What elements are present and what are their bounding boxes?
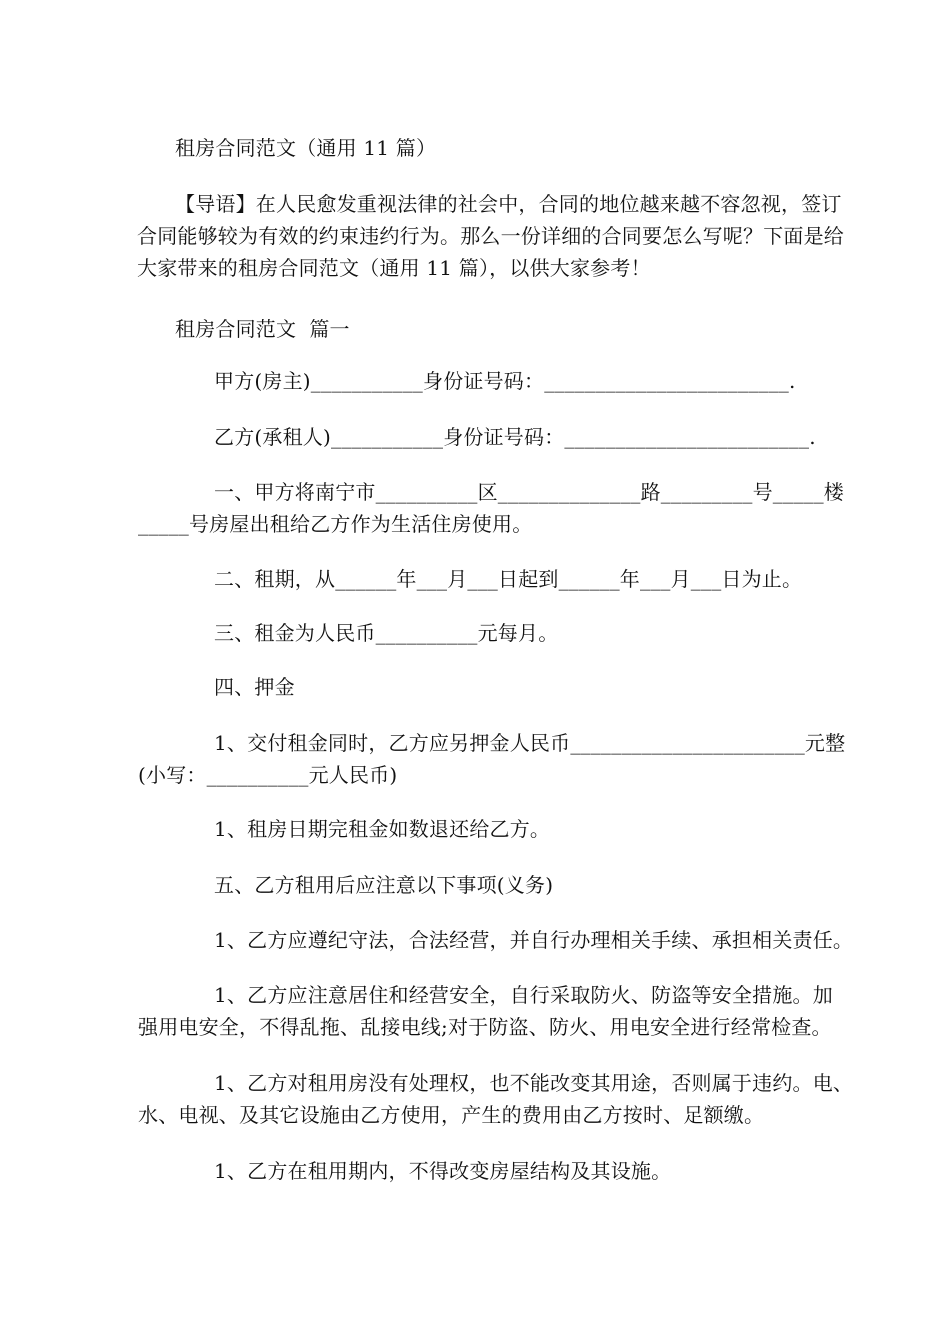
deposit-2-line: 1、租房日期完租金如数退还给乙方。 <box>214 817 551 841</box>
duty-2-paragraph <box>138 979 833 1043</box>
clause-1-line: _____号房屋出租给乙方作为生活住房使用。 <box>138 512 533 536</box>
clause-4-line: 四、押金 <box>214 675 295 699</box>
deposit-1-line: (小写：__________元人民币) <box>138 763 398 787</box>
intro-line: 合同能够较为有效的约束违约行为。那么一份详细的合同要怎么写呢？下面是给 <box>137 224 844 248</box>
clause-1-line: 一、甲方将南宁市__________区______________路_________号_____楼 <box>214 480 844 504</box>
clause-2-line: 二、租期，从______年___月___日起到______年___月___日为止。 <box>214 567 803 591</box>
duty-2-line: 1、乙方应注意居住和经营安全，自行采取防火、防盗等安全措施。加 <box>214 983 833 1007</box>
duty-2-line: 强用电安全，不得乱拖、乱接电线;对于防盗、防火、用电安全进行经常检查。 <box>138 1015 832 1039</box>
intro-paragraph <box>137 188 844 284</box>
document-title: 租房合同范文（通用 11 篇） <box>175 136 437 160</box>
party-b-line: 乙方(承租人)___________身份证号码：________________________. <box>214 425 816 449</box>
deposit-1-paragraph <box>138 727 846 791</box>
intro-line: 大家带来的租房合同范文（通用 11 篇），以供大家参考！ <box>137 256 651 280</box>
intro-line: 【导语】在人民愈发重视法律的社会中，合同的地位越来越不容忽视，签订 <box>175 192 842 216</box>
duty-1-line: 1、乙方应遵纪守法，合法经营，并自行办理相关手续、承担相关责任。 <box>214 928 854 952</box>
duty-3-paragraph <box>138 1067 854 1131</box>
section-title: 租房合同范文 篇一 <box>175 317 350 341</box>
duty-3-line: 水、电视、及其它设施由乙方使用，产生的费用由乙方按时、足额缴。 <box>138 1103 765 1127</box>
clause-3-line: 三、租金为人民币__________元每月。 <box>214 621 559 645</box>
deposit-1-line: 1、交付租金同时，乙方应另押金人民币_______________________元整 <box>214 731 846 755</box>
duty-4-line: 1、乙方在租用期内，不得改变房屋结构及其设施。 <box>214 1159 672 1183</box>
clause-5-line: 五、乙方租用后应注意以下事项(义务) <box>214 873 554 897</box>
duty-3-line: 1、乙方对租用房没有处理权，也不能改变其用途，否则属于违约。电、 <box>214 1071 854 1095</box>
party-a-line: 甲方(房主)___________身份证号码：________________________. <box>214 369 796 393</box>
clause-1-paragraph <box>138 476 844 540</box>
